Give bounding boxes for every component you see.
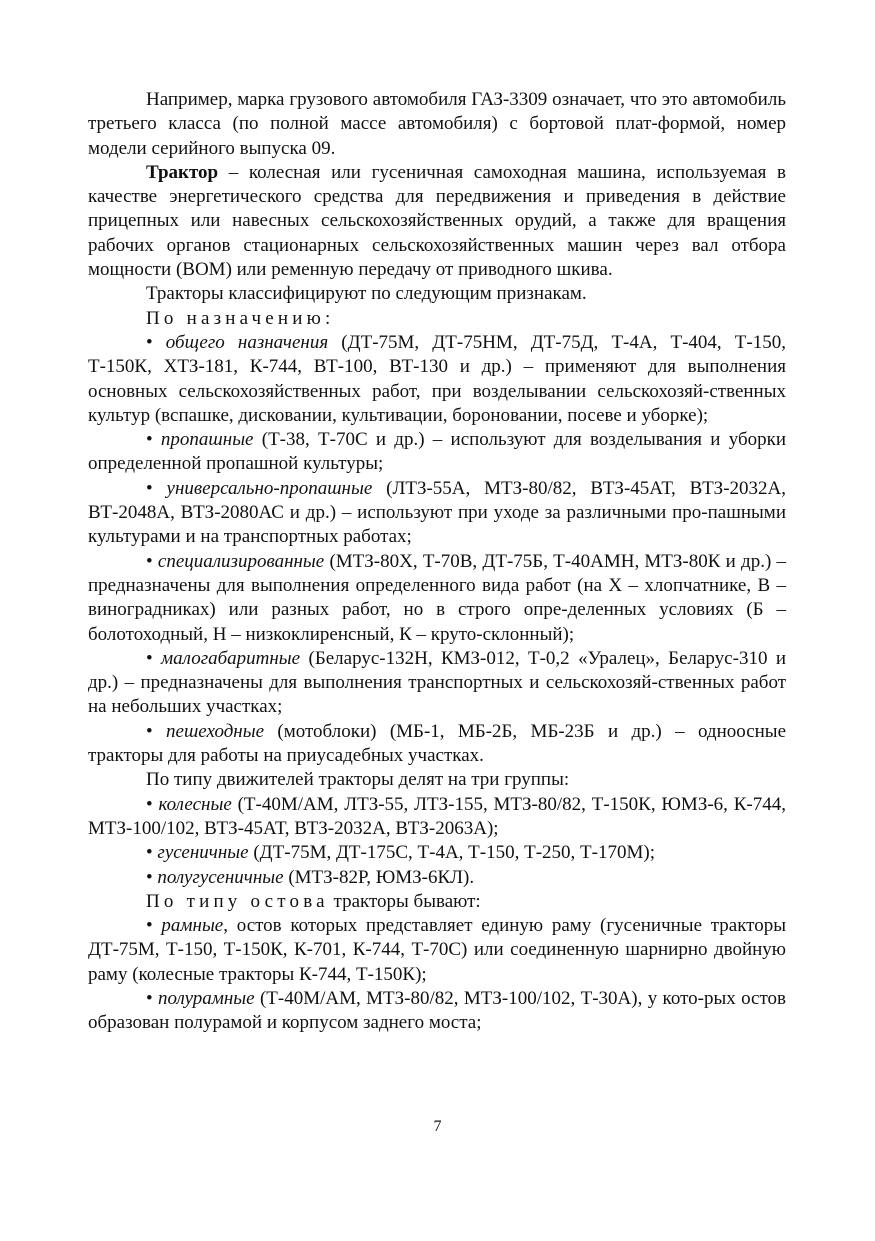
frame-type-spaced-label: По типу остова [146, 890, 329, 912]
page-number: 7 [433, 1118, 442, 1135]
list-item [88, 477, 786, 550]
list-item-term: гусеничные [157, 842, 249, 864]
list-item-term: полурамные [158, 987, 255, 1009]
list-item-text: (ДТ-75М, ДТ-175С, Т-4А, Т-150, Т-250, Т-170М); [248, 842, 655, 864]
list-item [88, 550, 786, 647]
page-body [88, 88, 786, 1036]
heading-by-purpose: По назначению: [146, 307, 335, 329]
frame-type-rest: тракторы бывают: [328, 890, 481, 912]
bullet-icon: • [146, 331, 153, 353]
paragraph-tractor-definition [88, 161, 786, 282]
list-item-term: пропашные [160, 429, 254, 451]
bullet-icon: • [146, 842, 153, 864]
bullet-icon: • [146, 720, 153, 742]
list-item [88, 987, 786, 1036]
tractor-definition-text: – колесная или гусеничная самоходная машина, используемая в качестве энергетического средства для передвижения и приведения в действие прицепных или навесных сельскохозяйственных орудий, а также для вращения рабочих органов стационарных сельскохозяйственных машин через вал отбора мощности (ВОМ) или ременную передачу от приводного шкива. [88, 161, 786, 281]
paragraph-classification: Тракторы классифицируют по следующим признакам. [146, 283, 587, 305]
list-item-text: (Беларус-132Н, КМЗ-012, Т-0,2 «Уралец», Беларус-310 и др.) – предназначены для выполнения транспортных и сельскохозяй-ственных работ на небольших участках; [88, 647, 787, 718]
list-item [88, 866, 786, 890]
mover-list [88, 793, 786, 890]
list-item-term: пешеходные [166, 720, 265, 742]
list-item [88, 914, 786, 987]
list-item-text: (ДТ-75М, ДТ-75НМ, ДТ-75Д, Т-4А, Т-404, Т-150, Т-150К, ХТЗ-181, К-744, ВТ-100, ВТ-130 и др.) – применяют для выполнения основных сельскохозяйственных работ, при возделывании сельскохозяй-ственных культур (вспашке, дисковании, культивации, бороновании, посеве и уборке); [88, 331, 786, 426]
list-item-term: универсально-пропашные [166, 477, 373, 499]
list-item [88, 331, 786, 428]
frame-list [88, 914, 786, 1035]
list-item-text: (Т-38, Т-70С и др.) – используют для возделывания и уборки определенной пропашной культуры; [88, 429, 787, 475]
list-item-term: специализированные [157, 550, 325, 572]
list-item-text: (МТЗ-82Р, ЮМЗ-6КЛ). [283, 866, 475, 888]
bullet-icon: • [146, 915, 153, 937]
list-item-text: (мотоблоки) (МБ-1, МБ-2Б, МБ-23Б и др.) – одноосные тракторы для работы на приусадебных участках. [88, 720, 787, 767]
heading-by-frame-type [88, 890, 786, 914]
list-item-text: (МТЗ-80Х, Т-70В, ДТ-75Б, Т-40АМН, МТЗ-80К и др.) – предназначены для выполнения определенного вида работ (на Х – хлопчатнике, В – виноградниках) или разных работ, но в строго опре-деленных условиях (Б – болотоходный, Н – низкоклиренсный, К – круто-склонный); [88, 550, 787, 645]
list-item-text: (ЛТЗ-55А, МТЗ-80/82, ВТЗ-45АТ, ВТЗ-2032А, ВТ-2048А, ВТЗ-2080АС и др.) – используют при уходе за различными про-пашными культурами и на транспортных работах; [88, 477, 786, 548]
list-item-term: полугусеничные [157, 866, 284, 888]
bullet-icon: • [146, 793, 153, 815]
list-item-term: общего назначения [165, 331, 329, 353]
list-item [88, 841, 786, 865]
bullet-icon: • [146, 987, 153, 1009]
paragraph-mover-types: По типу движителей тракторы делят на три группы: [146, 769, 570, 791]
list-item-text: (Т-40М/АМ, МТЗ-80/82, МТЗ-100/102, Т-30А), у кото-рых остов образован полурамой и корпусом заднего моста; [88, 987, 786, 1034]
bullet-icon: • [146, 477, 153, 499]
list-item-text: , остов которых представляет единую раму (гусеничные тракторы ДТ-75М, Т-150, Т-150К, К-701, К-744, Т-70С) или соединенную шарнирно двойную раму (колесные тракторы К-744, Т-150К); [88, 915, 786, 985]
bullet-icon: • [146, 550, 153, 572]
list-item [88, 647, 786, 720]
list-item-term: колесные [158, 793, 232, 815]
bullet-icon: • [146, 647, 153, 669]
list-item-term: рамные [161, 915, 224, 937]
list-item-text: (Т-40М/АМ, ЛТЗ-55, ЛТЗ-155, МТЗ-80/82, Т-150К, ЮМЗ-6, К-744, МТЗ-100/102, ВТЗ-45АТ, ВТЗ-2032А, ВТЗ-2063А); [88, 793, 786, 839]
list-item-term: малогабаритные [161, 647, 301, 669]
bullet-icon: • [146, 866, 153, 888]
list-item [88, 793, 786, 842]
term-tractor: Трактор [146, 161, 219, 183]
purpose-list [88, 331, 786, 768]
list-item [88, 428, 786, 477]
bullet-icon: • [146, 429, 153, 451]
list-item [88, 720, 786, 769]
paragraph-intro: Например, марка грузового автомобиля ГАЗ-3309 означает, что это автомобиль третьего класса (по полной массе автомобиля) с бортовой плат-формой, номер модели серийного выпуска 09. [88, 89, 786, 159]
